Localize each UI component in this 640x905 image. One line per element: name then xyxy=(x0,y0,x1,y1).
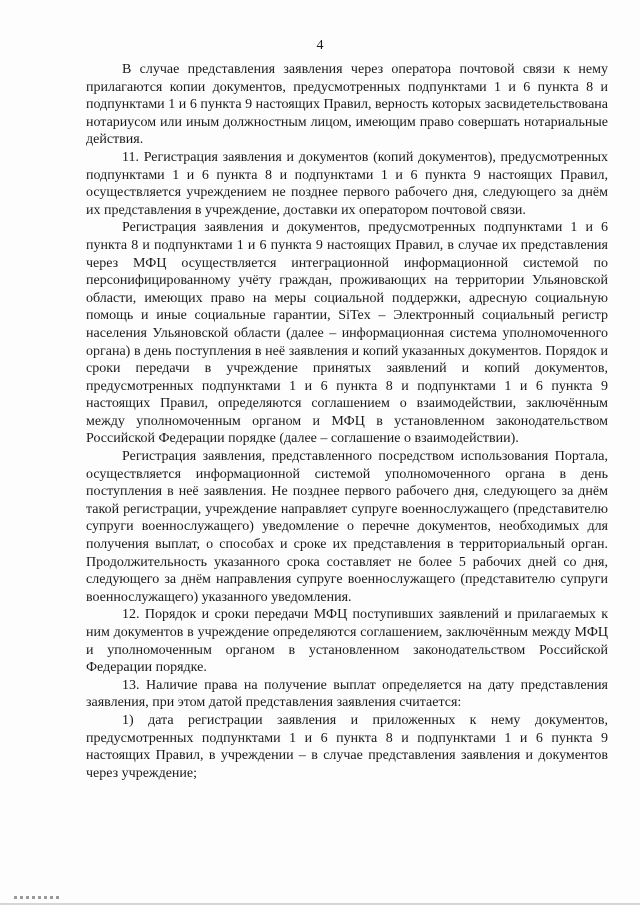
page-number: 4 xyxy=(316,38,324,53)
paragraph: В случае представления заявления через оператора почтовой связи к нему прилагаются копии документов, предусмотренных подпунктами 1 и 6 пункта 8 и подпунктами 1 и 6 пункта 9 настоящих Правил, верность которых засвидетельствована нотариусом или иным должностным лицом, имеющим право совершать нотариальные действия. xyxy=(86,62,608,148)
paragraph: Регистрация заявления, представленного посредством использования Портала, осуществляется информационной системой уполномоченного органа в день поступления в неё заявления. Не позднее первого рабочего дня, следующего за днём такой регистрации, учреждение направляет супруге военнослужащего (представителю супруги военнослужащего) уведомление о перечне документов, необходимых для получения выплат, о способах и сроке их представления в территориальный орган. Продолжительность указанного срока составляет не более 5 рабочих дней со дня, следующего за днём направления супруге военнослужащего (представителю супруги военнослужащего) указанного уведомления. xyxy=(86,449,608,605)
paragraph: Регистрация заявления и документов, предусмотренных подпунктами 1 и 6 пункта 8 и подпунктами 1 и 6 пункта 9 настоящих Правил, в случае их представления через МФЦ осуществляется интеграционной информационной системой по персонифицированному учёту граждан, проживающих на территории Ульяновской области, имеющих право на меры социальной поддержки, адресную социальную помощь и иные социальные гарантии, SiTex – Электронный социальный регистр населения Ульяновской области (далее – информационная система уполномоченного органа) в день поступления в неё заявления и копий указанных документов. Порядок и сроки передачи в учреждение принятых заявлений и копий документов, предусмотренных подпунктами 1 и 6 пункта 8 и подпунктами 1 и 6 пункта 9 настоящих Правил, определяются соглашением о взаимодействии, заключённым между уполномоченным органом и МФЦ в установленном законодательством Российской Федерации порядке (далее – соглашение о взаимодействии). xyxy=(86,220,608,447)
document-body xyxy=(86,61,608,782)
paragraph: 11. Регистрация заявления и документов (копий документов), предусмотренных подпунктами 1 и 6 пункта 8 и подпунктами 1 и 6 пункта 9 настоящих Правил, осуществляется учреждением не позднее первого рабочего дня, следующего за днём их представления в учреждение, доставки их оператором почтовой связи. xyxy=(86,149,608,218)
scan-artifact xyxy=(14,896,60,899)
paragraph: 13. Наличие права на получение выплат определяется на дату представления заявления, при этом датой представления заявления считается: xyxy=(86,677,608,711)
paragraph: 12. Порядок и сроки передачи МФЦ поступивших заявлений и прилагаемых к ним документов в учреждение определяются соглашением, заключённым между МФЦ и уполномоченным органом в установленном законодательством Российской Федерации порядке. xyxy=(86,607,608,676)
paragraph: 1) дата регистрации заявления и приложенных к нему документов, предусмотренных подпунктами 1 и 6 пункта 8 и подпунктами 1 и 6 пункта 9 настоящих Правил, в учреждении – в случае представления заявления и документов через учреждение; xyxy=(86,712,608,781)
